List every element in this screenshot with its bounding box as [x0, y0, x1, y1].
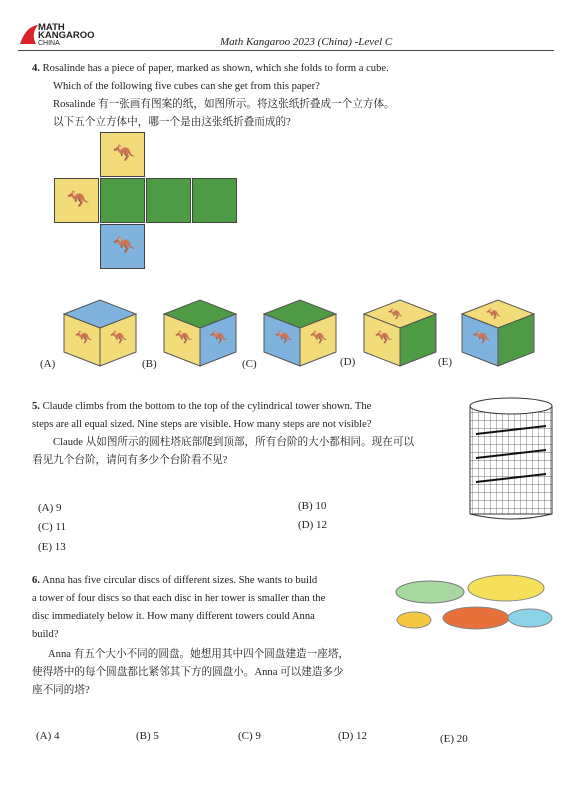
discs-icon	[394, 572, 554, 636]
q5-option-d[interactable]: (D) 12	[298, 519, 328, 531]
q4-option-b[interactable]: (B)	[142, 358, 157, 370]
svg-text:🦘: 🦘	[375, 331, 393, 346]
logo	[18, 22, 118, 48]
q4-text-line3: Rosalinde 有一张画有图案的纸，如图所示。将这张纸折叠成一个立方体。	[53, 99, 395, 110]
svg-text:🦘: 🦘	[388, 307, 403, 321]
q4-option-c[interactable]: (C)	[242, 358, 257, 370]
kangaroo-logo-icon	[18, 22, 40, 48]
q5-option-a[interactable]: (A) 9	[38, 502, 62, 514]
cube-options	[38, 296, 538, 374]
q4-number: 4.	[32, 63, 40, 74]
q4-text-line2: Which of the following five cubes can she get from this paper?	[53, 81, 320, 92]
svg-text:🦘: 🦘	[175, 331, 193, 346]
logo-line2: KANGAROO	[38, 30, 95, 41]
cylindrical-tower-icon	[466, 396, 556, 524]
header-rule	[18, 50, 554, 51]
logo-line1: MATH	[38, 22, 65, 33]
q4-option-a[interactable]: (A)	[40, 358, 56, 370]
q5-option-b[interactable]: (B) 10	[298, 500, 327, 512]
cube-net	[54, 132, 244, 274]
net-face-center	[100, 178, 145, 223]
q6-text-line6: 使得塔中的每个圆盘都比紧邻其下方的圆盘小。Anna 可以建造多少	[32, 667, 344, 678]
q5-text-line3: Claude 从如图所示的圆柱塔底部爬到顶部，所有台阶的大小都相同。现在可以	[53, 437, 415, 448]
q5-text-line4: 看见九个台阶，请问有多少个台阶看不见?	[32, 455, 228, 466]
svg-text:🦘: 🦘	[473, 331, 491, 346]
q6-option-d[interactable]: (D) 12	[338, 730, 368, 742]
q5-number: 5.	[32, 401, 40, 412]
q6-option-e[interactable]: (E) 20	[440, 733, 468, 745]
svg-text:🦘: 🦘	[75, 331, 93, 346]
cube-e-icon	[458, 296, 538, 368]
q5-option-c[interactable]: (C) 11	[38, 521, 67, 533]
q5-text-line1: Claude climbs from the bottom to the top of the cylindrical tower shown. The	[42, 401, 372, 412]
net-face-top: 🦘	[100, 132, 145, 177]
page-header-title: Math Kangaroo 2023 (China) -Level C	[220, 36, 393, 48]
q4-text-line4: 以下五个立方体中，哪一个是由这张纸折叠而成的?	[53, 117, 291, 128]
cube-a-icon	[60, 296, 140, 368]
cube-d-icon	[360, 296, 440, 368]
net-face-right1	[146, 178, 191, 223]
q6-text-line1: Anna has five circular discs of different sizes. She wants to build	[42, 575, 318, 586]
q6-text-line5: Anna 有五个大小不同的圆盘。她想用其中四个圆盘建造一座塔，	[48, 649, 350, 660]
q6-option-b[interactable]: (B) 5	[136, 730, 159, 742]
cube-c-icon	[260, 296, 340, 368]
q4-option-d[interactable]: (D)	[340, 356, 356, 368]
svg-text:🦘: 🦘	[275, 331, 293, 346]
q4-text-line1: Rosalinde has a piece of paper, marked as shown, which she folds to form a cube.	[42, 63, 389, 74]
svg-text:🦘: 🦘	[110, 331, 128, 346]
q6-text-line7: 座不同的塔?	[32, 685, 90, 696]
q6-text-line3: disc immediately below it. How many different towers could Anna	[32, 611, 315, 622]
q5-text-line2: steps are all equal sized. Nine steps are visible. How many steps are not visible?	[32, 419, 372, 430]
q6-number: 6.	[32, 575, 40, 586]
svg-text:🦘: 🦘	[210, 331, 228, 346]
q6-option-a[interactable]: (A) 4	[36, 730, 60, 742]
svg-text:🦘: 🦘	[486, 307, 501, 321]
q6-text-line2: a tower of four discs so that each disc in her tower is smaller than the	[32, 593, 326, 604]
logo-line3: CHINA	[38, 40, 60, 47]
net-face-bottom: 🦘	[100, 224, 145, 269]
net-face-left: 🦘	[54, 178, 99, 223]
net-face-right2	[192, 178, 237, 223]
cube-b-icon	[160, 296, 240, 368]
q5-option-e[interactable]: (E) 13	[38, 541, 66, 553]
q6-text-line4: build?	[32, 629, 59, 640]
q4-option-e[interactable]: (E)	[438, 356, 453, 368]
svg-text:🦘: 🦘	[310, 331, 328, 346]
q6-option-c[interactable]: (C) 9	[238, 730, 261, 742]
